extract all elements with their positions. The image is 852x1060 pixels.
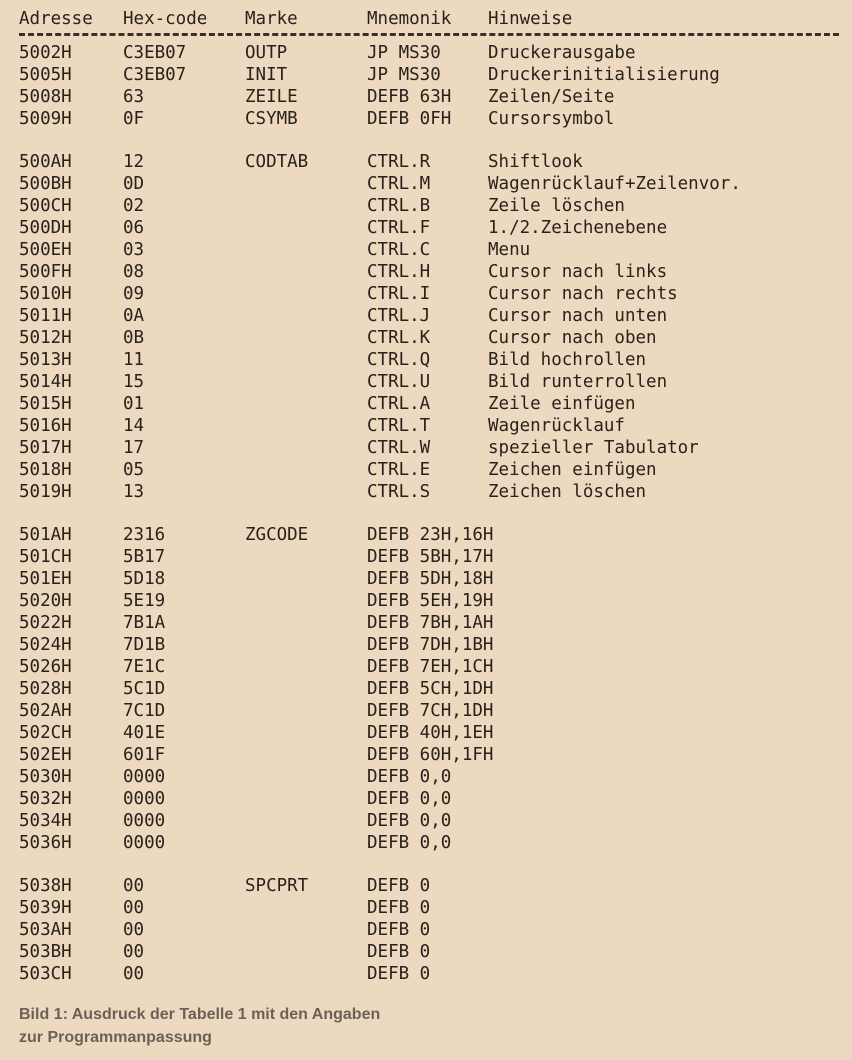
address-cell: 5017H (19, 438, 72, 458)
mnemonic-cell: DEFB 23H,16H (367, 525, 494, 545)
mnemonic-cell: DEFB 5DH,18H (367, 569, 494, 589)
address-cell: 500DH (19, 218, 72, 238)
address-cell: 5009H (19, 109, 72, 129)
table-row (19, 261, 839, 283)
note-cell: Cursor nach oben (488, 328, 657, 348)
table-row (19, 305, 839, 327)
mnemonic-cell: DEFB 5CH,1DH (367, 679, 494, 699)
table-row (19, 678, 839, 700)
header-mnemonic: Mnemonik (367, 9, 452, 29)
mnemonic-cell: CTRL.C (367, 240, 431, 260)
mnemonic-cell: CTRL.R (367, 152, 431, 172)
address-cell: 501EH (19, 569, 72, 589)
listing-header (19, 8, 839, 30)
address-cell: 5012H (19, 328, 72, 348)
hexcode-cell: 00 (123, 942, 145, 962)
hexcode-cell: 0D (123, 174, 145, 194)
mnemonic-cell: CTRL.M (367, 174, 431, 194)
hexcode-cell: 601F (123, 745, 166, 765)
table-row (19, 919, 839, 941)
address-cell: 5016H (19, 416, 72, 436)
hexcode-cell: 7D1B (123, 635, 166, 655)
mnemonic-cell: CTRL.H (367, 262, 431, 282)
caption-line-1: Bild 1: Ausdruck der Tabelle 1 mit den Angaben (19, 1006, 381, 1023)
hexcode-cell: 12 (123, 152, 145, 172)
mnemonic-cell: CTRL.B (367, 196, 431, 216)
table-row (19, 744, 839, 766)
hexcode-cell: 0A (123, 306, 145, 326)
address-cell: 5010H (19, 284, 72, 304)
mnemonic-cell: DEFB 5EH,19H (367, 591, 494, 611)
table-row (19, 64, 839, 86)
hexcode-cell: 11 (123, 350, 145, 370)
hexcode-cell: 7B1A (123, 613, 166, 633)
note-cell: Zeile einfügen (488, 394, 636, 414)
hexcode-cell: 05 (123, 460, 145, 480)
address-cell: 5005H (19, 65, 72, 85)
program-listing (19, 8, 839, 985)
note-cell: Bild hochrollen (488, 350, 647, 370)
mnemonic-cell: DEFB 0 (367, 964, 431, 984)
label-cell: OUTP (245, 43, 288, 63)
table-row (19, 393, 839, 415)
address-cell: 5015H (19, 394, 72, 414)
mnemonic-cell: JP MS30 (367, 43, 441, 63)
mnemonic-cell: DEFB 5BH,17H (367, 547, 494, 567)
hexcode-cell: 0B (123, 328, 145, 348)
table-row (19, 481, 839, 503)
table-row (19, 437, 839, 459)
hexcode-cell: 5C1D (123, 679, 166, 699)
table-row (19, 217, 839, 239)
address-cell: 5038H (19, 876, 72, 896)
note-cell: Zeilen/Seite (488, 87, 615, 107)
label-cell: INIT (245, 65, 288, 85)
hexcode-cell: 2316 (123, 525, 166, 545)
group-spacer (19, 854, 839, 875)
hexcode-cell: 5E19 (123, 591, 166, 611)
hexcode-cell: 0F (123, 109, 145, 129)
note-cell: spezieller Tabulator (488, 438, 699, 458)
listing-body (19, 42, 839, 985)
mnemonic-cell: DEFB 63H (367, 87, 452, 107)
hexcode-cell: 03 (123, 240, 145, 260)
mnemonic-cell: CTRL.J (367, 306, 431, 326)
address-cell: 5024H (19, 635, 72, 655)
hexcode-cell: 00 (123, 920, 145, 940)
label-cell: CSYMB (245, 109, 298, 129)
hexcode-cell: 5D18 (123, 569, 166, 589)
table-row (19, 524, 839, 546)
hexcode-cell: 7E1C (123, 657, 166, 677)
table-row (19, 546, 839, 568)
address-cell: 5034H (19, 811, 72, 831)
hexcode-cell: 0000 (123, 789, 166, 809)
hexcode-cell: 15 (123, 372, 145, 392)
mnemonic-cell: CTRL.T (367, 416, 431, 436)
note-cell: Shiftlook (488, 152, 583, 172)
address-cell: 501AH (19, 525, 72, 545)
mnemonic-cell: CTRL.S (367, 482, 431, 502)
table-row (19, 283, 839, 305)
address-cell: 501CH (19, 547, 72, 567)
hexcode-cell: 00 (123, 898, 145, 918)
address-cell: 5011H (19, 306, 72, 326)
mnemonic-cell: DEFB 7CH,1DH (367, 701, 494, 721)
table-row (19, 568, 839, 590)
note-cell: Wagenrücklauf (488, 416, 625, 436)
hexcode-cell: 17 (123, 438, 145, 458)
label-cell: SPCPRT (245, 876, 309, 896)
address-cell: 5020H (19, 591, 72, 611)
address-cell: 5022H (19, 613, 72, 633)
address-cell: 500AH (19, 152, 72, 172)
hexcode-cell: 02 (123, 196, 145, 216)
mnemonic-cell: CTRL.E (367, 460, 431, 480)
hexcode-cell: 09 (123, 284, 145, 304)
note-cell: Zeichen einfügen (488, 460, 657, 480)
caption-line-2: zur Programmanpassung (19, 1029, 212, 1046)
note-cell: Druckerausgabe (488, 43, 636, 63)
group-spacer (19, 130, 839, 151)
hexcode-cell: C3EB07 (123, 43, 187, 63)
address-cell: 500BH (19, 174, 72, 194)
address-cell: 500EH (19, 240, 72, 260)
hexcode-cell: 0000 (123, 811, 166, 831)
address-cell: 503CH (19, 964, 72, 984)
figure-caption (19, 1003, 619, 1049)
label-cell: CODTAB (245, 152, 309, 172)
table-row (19, 86, 839, 108)
table-row (19, 612, 839, 634)
table-row (19, 327, 839, 349)
mnemonic-cell: DEFB 60H,1FH (367, 745, 494, 765)
address-cell: 503AH (19, 920, 72, 940)
header-hexcode: Hex-code (123, 9, 208, 29)
header-label: Marke (245, 9, 298, 29)
address-cell: 502EH (19, 745, 72, 765)
mnemonic-cell: DEFB 7DH,1BH (367, 635, 494, 655)
label-cell: ZEILE (245, 87, 298, 107)
mnemonic-cell: DEFB 40H,1EH (367, 723, 494, 743)
address-cell: 503BH (19, 942, 72, 962)
hexcode-cell: 00 (123, 964, 145, 984)
mnemonic-cell: CTRL.K (367, 328, 431, 348)
table-row (19, 173, 839, 195)
group-spacer (19, 503, 839, 524)
address-cell: 5013H (19, 350, 72, 370)
note-cell: Bild runterrollen (488, 372, 668, 392)
address-cell: 5019H (19, 482, 72, 502)
hexcode-cell: 0000 (123, 767, 166, 787)
hexcode-cell: 7C1D (123, 701, 166, 721)
hexcode-cell: 01 (123, 394, 145, 414)
table-row (19, 766, 839, 788)
table-row (19, 239, 839, 261)
table-row (19, 788, 839, 810)
table-row (19, 700, 839, 722)
note-cell: Cursor nach links (488, 262, 668, 282)
table-row (19, 656, 839, 678)
label-cell: ZGCODE (245, 525, 309, 545)
note-cell: Cursor nach unten (488, 306, 668, 326)
mnemonic-cell: DEFB 7BH,1AH (367, 613, 494, 633)
table-row (19, 151, 839, 173)
address-cell: 5018H (19, 460, 72, 480)
mnemonic-cell: DEFB 7EH,1CH (367, 657, 494, 677)
address-cell: 5030H (19, 767, 72, 787)
address-cell: 5014H (19, 372, 72, 392)
table-row (19, 108, 839, 130)
header-notes: Hinweise (488, 9, 573, 29)
note-cell: Druckerinitialisierung (488, 65, 720, 85)
mnemonic-cell: JP MS30 (367, 65, 441, 85)
mnemonic-cell: DEFB 0,0 (367, 789, 452, 809)
hexcode-cell: 63 (123, 87, 145, 107)
table-row (19, 42, 839, 64)
hexcode-cell: 08 (123, 262, 145, 282)
hexcode-cell: 06 (123, 218, 145, 238)
table-row (19, 875, 839, 897)
address-cell: 5002H (19, 43, 72, 63)
table-row (19, 415, 839, 437)
mnemonic-cell: DEFB 0 (367, 898, 431, 918)
hexcode-cell: C3EB07 (123, 65, 187, 85)
hexcode-cell: 14 (123, 416, 145, 436)
mnemonic-cell: DEFB 0 (367, 942, 431, 962)
header-divider (19, 30, 839, 42)
note-cell: Menu (488, 240, 531, 260)
table-row (19, 810, 839, 832)
table-row (19, 897, 839, 919)
note-cell: 1./2.Zeichenebene (488, 218, 668, 238)
mnemonic-cell: DEFB 0FH (367, 109, 452, 129)
address-cell: 5026H (19, 657, 72, 677)
mnemonic-cell: CTRL.Q (367, 350, 431, 370)
table-row (19, 349, 839, 371)
table-row (19, 634, 839, 656)
header-address: Adresse (19, 9, 93, 29)
mnemonic-cell: CTRL.I (367, 284, 431, 304)
table-row (19, 195, 839, 217)
hexcode-cell: 00 (123, 876, 145, 896)
mnemonic-cell: DEFB 0,0 (367, 833, 452, 853)
mnemonic-cell: DEFB 0,0 (367, 811, 452, 831)
table-row (19, 963, 839, 985)
address-cell: 500FH (19, 262, 72, 282)
address-cell: 5039H (19, 898, 72, 918)
mnemonic-cell: CTRL.A (367, 394, 431, 414)
note-cell: Zeichen löschen (488, 482, 647, 502)
address-cell: 5036H (19, 833, 72, 853)
hexcode-cell: 0000 (123, 833, 166, 853)
note-cell: Wagenrücklauf+Zeilenvor. (488, 174, 741, 194)
note-cell: Cursor nach rechts (488, 284, 678, 304)
address-cell: 5028H (19, 679, 72, 699)
hexcode-cell: 5B17 (123, 547, 166, 567)
mnemonic-cell: DEFB 0,0 (367, 767, 452, 787)
mnemonic-cell: DEFB 0 (367, 876, 431, 896)
mnemonic-cell: CTRL.W (367, 438, 431, 458)
note-cell: Cursorsymbol (488, 109, 615, 129)
address-cell: 502CH (19, 723, 72, 743)
address-cell: 500CH (19, 196, 72, 216)
table-row (19, 590, 839, 612)
table-row (19, 459, 839, 481)
address-cell: 5032H (19, 789, 72, 809)
address-cell: 502AH (19, 701, 72, 721)
address-cell: 5008H (19, 87, 72, 107)
table-row (19, 941, 839, 963)
mnemonic-cell: CTRL.U (367, 372, 431, 392)
mnemonic-cell: DEFB 0 (367, 920, 431, 940)
note-cell: Zeile löschen (488, 196, 625, 216)
table-row (19, 371, 839, 393)
hexcode-cell: 401E (123, 723, 166, 743)
mnemonic-cell: CTRL.F (367, 218, 431, 238)
hexcode-cell: 13 (123, 482, 145, 502)
table-row (19, 832, 839, 854)
table-row (19, 722, 839, 744)
